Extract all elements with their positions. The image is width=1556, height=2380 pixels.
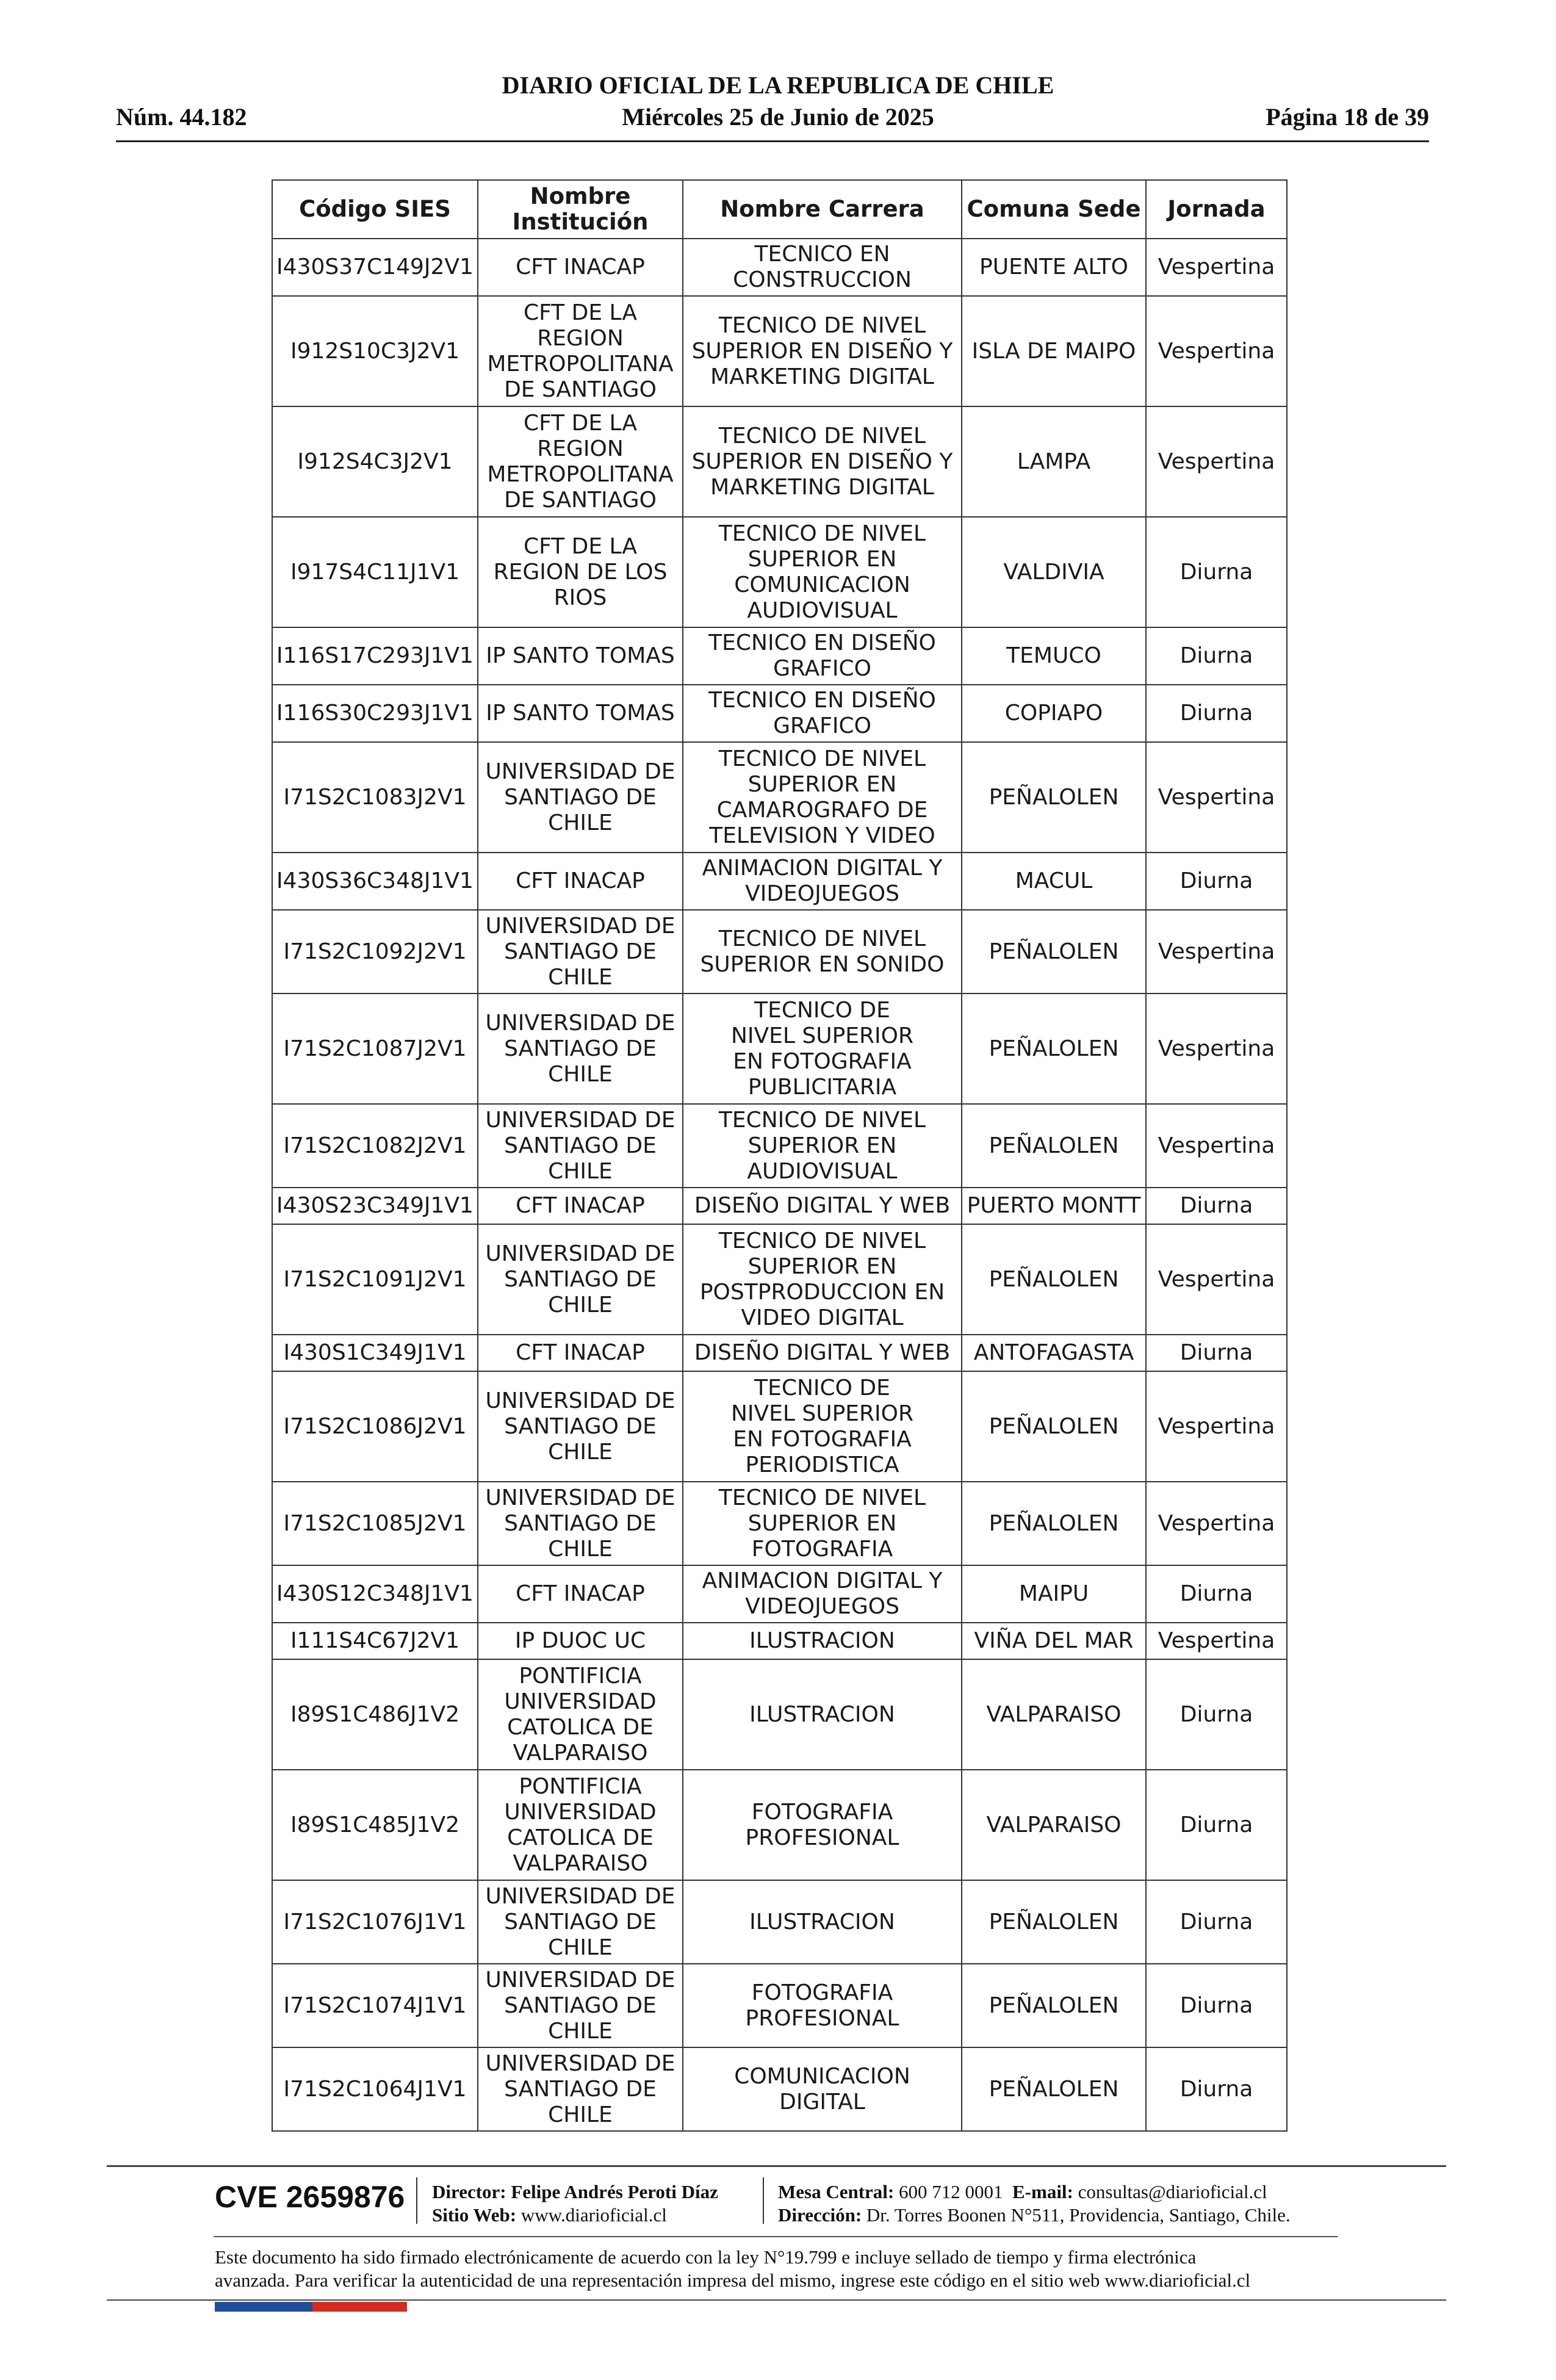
cell-carrera: TECNICO DE NIVEL SUPERIOR EN DISEÑO Y MARKETING DIGITAL xyxy=(683,406,962,517)
cell-comuna: PEÑALOLEN xyxy=(962,2047,1146,2131)
phone-label: Mesa Central: xyxy=(778,2181,895,2202)
cell-comuna: LAMPA xyxy=(962,406,1146,517)
cell-jornada: Diurna xyxy=(1146,1188,1287,1224)
cell-jornada: Diurna xyxy=(1146,853,1287,910)
table-row xyxy=(272,685,1287,742)
cell-comuna: VALPARAISO xyxy=(962,1770,1146,1880)
cell-institucion: UNIVERSIDAD DE SANTIAGO DE CHILE xyxy=(478,1482,683,1565)
cell-jornada: Vespertina xyxy=(1146,993,1287,1104)
cell-institucion: UNIVERSIDAD DE SANTIAGO DE CHILE xyxy=(478,1371,683,1482)
cell-carrera: TECNICO DE NIVEL SUPERIOR EN FOTOGRAFIA PERIODISTICA xyxy=(683,1371,962,1482)
table-row xyxy=(272,1880,1287,1964)
email-link[interactable]: consultas@diarioficial.cl xyxy=(1078,2181,1267,2202)
cell-carrera: ILUSTRACION xyxy=(683,1623,962,1659)
cell-institucion: CFT DE LA REGION METROPOLITANA DE SANTIAGO xyxy=(478,296,683,406)
table-header-row xyxy=(272,180,1287,239)
cell-institucion: PONTIFICIA UNIVERSIDAD CATOLICA DE VALPARAISO xyxy=(478,1770,683,1880)
table-row xyxy=(272,1565,1287,1623)
footer-divider-bottom xyxy=(107,2299,1446,2301)
cell-jornada: Vespertina xyxy=(1146,742,1287,853)
cell-jornada: Vespertina xyxy=(1146,406,1287,517)
cell-comuna: ANTOFAGASTA xyxy=(962,1335,1146,1371)
cell-codigo: I71S2C1092J2V1 xyxy=(272,910,478,993)
address-text: Dr. Torres Boonen N°511, Providencia, Santiago, Chile. xyxy=(866,2204,1291,2226)
director-name: Felipe Andrés Peroti Díaz xyxy=(511,2181,718,2202)
cell-institucion: CFT DE LA REGION DE LOS RIOS xyxy=(478,517,683,627)
cell-institucion: IP DUOC UC xyxy=(478,1623,683,1659)
column-header-codigo: Código SIES xyxy=(272,180,478,239)
cell-comuna: PEÑALOLEN xyxy=(962,993,1146,1104)
director-block xyxy=(432,2180,718,2227)
cell-institucion: UNIVERSIDAD DE SANTIAGO DE CHILE xyxy=(478,1224,683,1335)
footer-separator xyxy=(416,2177,417,2224)
column-header-carrera: Nombre Carrera xyxy=(683,180,962,239)
cell-institucion: CFT INACAP xyxy=(478,239,683,296)
contact-block xyxy=(778,2180,1291,2227)
table-row xyxy=(272,1335,1287,1371)
page-number: Página 18 de 39 xyxy=(1266,103,1429,131)
cell-codigo: I430S36C348J1V1 xyxy=(272,853,478,910)
issue-date: Miércoles 25 de Junio de 2025 xyxy=(622,103,934,131)
cell-carrera: TECNICO DE NIVEL SUPERIOR EN AUDIOVISUAL xyxy=(683,1104,962,1188)
column-header-comuna: Comuna Sede xyxy=(962,180,1146,239)
newspaper-title: DIARIO OFICIAL DE LA REPUBLICA DE CHILE xyxy=(502,71,1054,99)
cell-institucion: UNIVERSIDAD DE SANTIAGO DE CHILE xyxy=(478,910,683,993)
cell-carrera: DISEÑO DIGITAL Y WEB xyxy=(683,1188,962,1224)
cell-codigo: I912S10C3J2V1 xyxy=(272,296,478,406)
table-row xyxy=(272,1623,1287,1659)
cell-carrera: TECNICO DE NIVEL SUPERIOR EN SONIDO xyxy=(683,910,962,993)
cell-jornada: Diurna xyxy=(1146,1335,1287,1371)
director-label: Director: xyxy=(432,2181,506,2202)
cell-carrera: TECNICO DE NIVEL SUPERIOR EN FOTOGRAFIA xyxy=(683,1482,962,1565)
table-row xyxy=(272,853,1287,910)
cell-comuna: PEÑALOLEN xyxy=(962,910,1146,993)
issue-number: Núm. 44.182 xyxy=(116,103,247,131)
cell-carrera: COMUNICACION DIGITAL xyxy=(683,2047,962,2131)
cell-carrera: ANIMACION DIGITAL Y VIDEOJUEGOS xyxy=(683,1565,962,1623)
cell-institucion: CFT INACAP xyxy=(478,853,683,910)
footer-divider-middle xyxy=(214,2236,1338,2237)
cell-comuna: PEÑALOLEN xyxy=(962,1224,1146,1335)
cell-jornada: Vespertina xyxy=(1146,1371,1287,1482)
email-label: E-mail: xyxy=(1012,2181,1073,2202)
cell-jornada: Vespertina xyxy=(1146,1623,1287,1659)
legal-notice-line: Este documento ha sido firmado electrónicamente de acuerdo con la ley N°19.799 e incluye sellado de tiempo y firma electrónica xyxy=(215,2246,1197,2268)
table-row xyxy=(272,627,1287,685)
table-body xyxy=(272,239,1287,2131)
cell-carrera: TECNICO EN DISEÑO GRAFICO xyxy=(683,627,962,685)
table-row xyxy=(272,296,1287,406)
cell-codigo: I430S23C349J1V1 xyxy=(272,1188,478,1224)
cell-institucion: IP SANTO TOMAS xyxy=(478,685,683,742)
cell-jornada: Diurna xyxy=(1146,1964,1287,2047)
cell-jornada: Diurna xyxy=(1146,1770,1287,1880)
cve-code: CVE 2659876 xyxy=(215,2180,405,2214)
cell-jornada: Diurna xyxy=(1146,1659,1287,1770)
cell-codigo: I71S2C1085J2V1 xyxy=(272,1482,478,1565)
column-header-institucion: Nombre Institución xyxy=(478,180,683,239)
cell-codigo: I111S4C67J2V1 xyxy=(272,1623,478,1659)
cell-carrera: TECNICO DE NIVEL SUPERIOR EN CAMAROGRAFO DE TELEVISION Y VIDEO xyxy=(683,742,962,853)
address-label: Dirección: xyxy=(778,2204,862,2226)
cell-carrera: TECNICO DE NIVEL SUPERIOR EN FOTOGRAFIA PUBLICITARIA xyxy=(683,993,962,1104)
cell-institucion: CFT DE LA REGION METROPOLITANA DE SANTIAGO xyxy=(478,406,683,517)
table-row xyxy=(272,1104,1287,1188)
cell-codigo: I430S1C349J1V1 xyxy=(272,1335,478,1371)
cell-codigo: I116S30C293J1V1 xyxy=(272,685,478,742)
legal-notice xyxy=(215,2246,1338,2292)
cell-codigo: I71S2C1091J2V1 xyxy=(272,1224,478,1335)
cell-jornada: Vespertina xyxy=(1146,296,1287,406)
cell-carrera: TECNICO EN DISEÑO GRAFICO xyxy=(683,685,962,742)
cell-codigo: I71S2C1076J1V1 xyxy=(272,1880,478,1964)
table-row xyxy=(272,1371,1287,1482)
footer-separator xyxy=(763,2177,764,2224)
table-row xyxy=(272,1770,1287,1880)
cell-comuna: VALPARAISO xyxy=(962,1659,1146,1770)
cell-codigo: I71S2C1082J2V1 xyxy=(272,1104,478,1188)
cell-carrera: FOTOGRAFIA PROFESIONAL xyxy=(683,1770,962,1880)
cell-codigo: I430S37C149J2V1 xyxy=(272,239,478,296)
cell-jornada: Diurna xyxy=(1146,2047,1287,2131)
cell-carrera: ANIMACION DIGITAL Y VIDEOJUEGOS xyxy=(683,853,962,910)
cell-comuna: MACUL xyxy=(962,853,1146,910)
cell-comuna: TEMUCO xyxy=(962,627,1146,685)
careers-table xyxy=(272,179,1288,2132)
cell-comuna: MAIPU xyxy=(962,1565,1146,1623)
cell-carrera: TECNICO DE NIVEL SUPERIOR EN COMUNICACION AUDIOVISUAL xyxy=(683,517,962,627)
cell-jornada: Diurna xyxy=(1146,685,1287,742)
website-link[interactable]: www.diarioficial.cl xyxy=(520,2204,667,2226)
table-row xyxy=(272,2047,1287,2131)
cell-institucion: UNIVERSIDAD DE SANTIAGO DE CHILE xyxy=(478,1880,683,1964)
footer-divider-top xyxy=(107,2165,1446,2167)
cell-comuna: PEÑALOLEN xyxy=(962,1371,1146,1482)
cell-jornada: Vespertina xyxy=(1146,239,1287,296)
table-row xyxy=(272,406,1287,517)
cell-institucion: UNIVERSIDAD DE SANTIAGO DE CHILE xyxy=(478,993,683,1104)
cell-comuna: COPIAPO xyxy=(962,685,1146,742)
cell-codigo: I71S2C1074J1V1 xyxy=(272,1964,478,2047)
cell-jornada: Vespertina xyxy=(1146,1482,1287,1565)
cell-comuna: VALDIVIA xyxy=(962,517,1146,627)
cell-jornada: Diurna xyxy=(1146,1880,1287,1964)
cell-codigo: I89S1C485J1V2 xyxy=(272,1770,478,1880)
column-header-jornada: Jornada xyxy=(1146,180,1287,239)
header-divider xyxy=(116,140,1429,142)
cell-codigo: I71S2C1086J2V1 xyxy=(272,1371,478,1482)
cell-jornada: Vespertina xyxy=(1146,1224,1287,1335)
table-row xyxy=(272,517,1287,627)
cell-institucion: UNIVERSIDAD DE SANTIAGO DE CHILE xyxy=(478,2047,683,2131)
cell-codigo: I71S2C1087J2V1 xyxy=(272,993,478,1104)
table-row xyxy=(272,1659,1287,1770)
table-row xyxy=(272,239,1287,296)
cell-jornada: Vespertina xyxy=(1146,1104,1287,1188)
table-row xyxy=(272,1482,1287,1565)
table-row xyxy=(272,993,1287,1104)
cell-institucion: UNIVERSIDAD DE SANTIAGO DE CHILE xyxy=(478,742,683,853)
legal-notice-line: avanzada. Para verificar la autenticidad de una representación impresa del mismo, ingrese este código en el sitio web www.diarioficial.cl xyxy=(215,2270,1251,2291)
cell-codigo: I430S12C348J1V1 xyxy=(272,1565,478,1623)
cell-institucion: CFT INACAP xyxy=(478,1565,683,1623)
cell-jornada: Diurna xyxy=(1146,627,1287,685)
cell-carrera: TECNICO EN CONSTRUCCION xyxy=(683,239,962,296)
cell-comuna: VIÑA DEL MAR xyxy=(962,1623,1146,1659)
cell-jornada: Vespertina xyxy=(1146,910,1287,993)
flag-stripe-blue xyxy=(215,2302,312,2312)
cell-institucion: IP SANTO TOMAS xyxy=(478,627,683,685)
cell-carrera: DISEÑO DIGITAL Y WEB xyxy=(683,1335,962,1371)
cell-comuna: PEÑALOLEN xyxy=(962,1880,1146,1964)
cell-codigo: I917S4C11J1V1 xyxy=(272,517,478,627)
table-row xyxy=(272,742,1287,853)
cell-codigo: I71S2C1083J2V1 xyxy=(272,742,478,853)
cell-comuna: PEÑALOLEN xyxy=(962,1482,1146,1565)
table-row xyxy=(272,1964,1287,2047)
cell-comuna: PEÑALOLEN xyxy=(962,1964,1146,2047)
cell-comuna: PUENTE ALTO xyxy=(962,239,1146,296)
cell-institucion: PONTIFICIA UNIVERSIDAD CATOLICA DE VALPARAISO xyxy=(478,1659,683,1770)
cell-jornada: Diurna xyxy=(1146,517,1287,627)
cell-codigo: I912S4C3J2V1 xyxy=(272,406,478,517)
cell-comuna: PUERTO MONTT xyxy=(962,1188,1146,1224)
cell-institucion: CFT INACAP xyxy=(478,1188,683,1224)
cell-institucion: CFT INACAP xyxy=(478,1335,683,1371)
cell-carrera: TECNICO DE NIVEL SUPERIOR EN DISEÑO Y MARKETING DIGITAL xyxy=(683,296,962,406)
table-row xyxy=(272,1188,1287,1224)
phone-number: 600 712 0001 xyxy=(899,2181,1003,2202)
cell-jornada: Diurna xyxy=(1146,1565,1287,1623)
cell-codigo: I89S1C486J1V2 xyxy=(272,1659,478,1770)
cell-carrera: TECNICO DE NIVEL SUPERIOR EN POSTPRODUCCION EN VIDEO DIGITAL xyxy=(683,1224,962,1335)
cell-carrera: ILUSTRACION xyxy=(683,1880,962,1964)
cell-comuna: ISLA DE MAIPO xyxy=(962,296,1146,406)
flag-stripe-red xyxy=(312,2302,407,2312)
cell-institucion: UNIVERSIDAD DE SANTIAGO DE CHILE xyxy=(478,1964,683,2047)
cell-institucion: UNIVERSIDAD DE SANTIAGO DE CHILE xyxy=(478,1104,683,1188)
website-label: Sitio Web: xyxy=(432,2204,517,2226)
cell-codigo: I71S2C1064J1V1 xyxy=(272,2047,478,2131)
table-row xyxy=(272,1224,1287,1335)
table-row xyxy=(272,910,1287,993)
cell-codigo: I116S17C293J1V1 xyxy=(272,627,478,685)
cell-carrera: ILUSTRACION xyxy=(683,1659,962,1770)
cell-comuna: PEÑALOLEN xyxy=(962,1104,1146,1188)
cell-carrera: FOTOGRAFIA PROFESIONAL xyxy=(683,1964,962,2047)
cell-comuna: PEÑALOLEN xyxy=(962,742,1146,853)
